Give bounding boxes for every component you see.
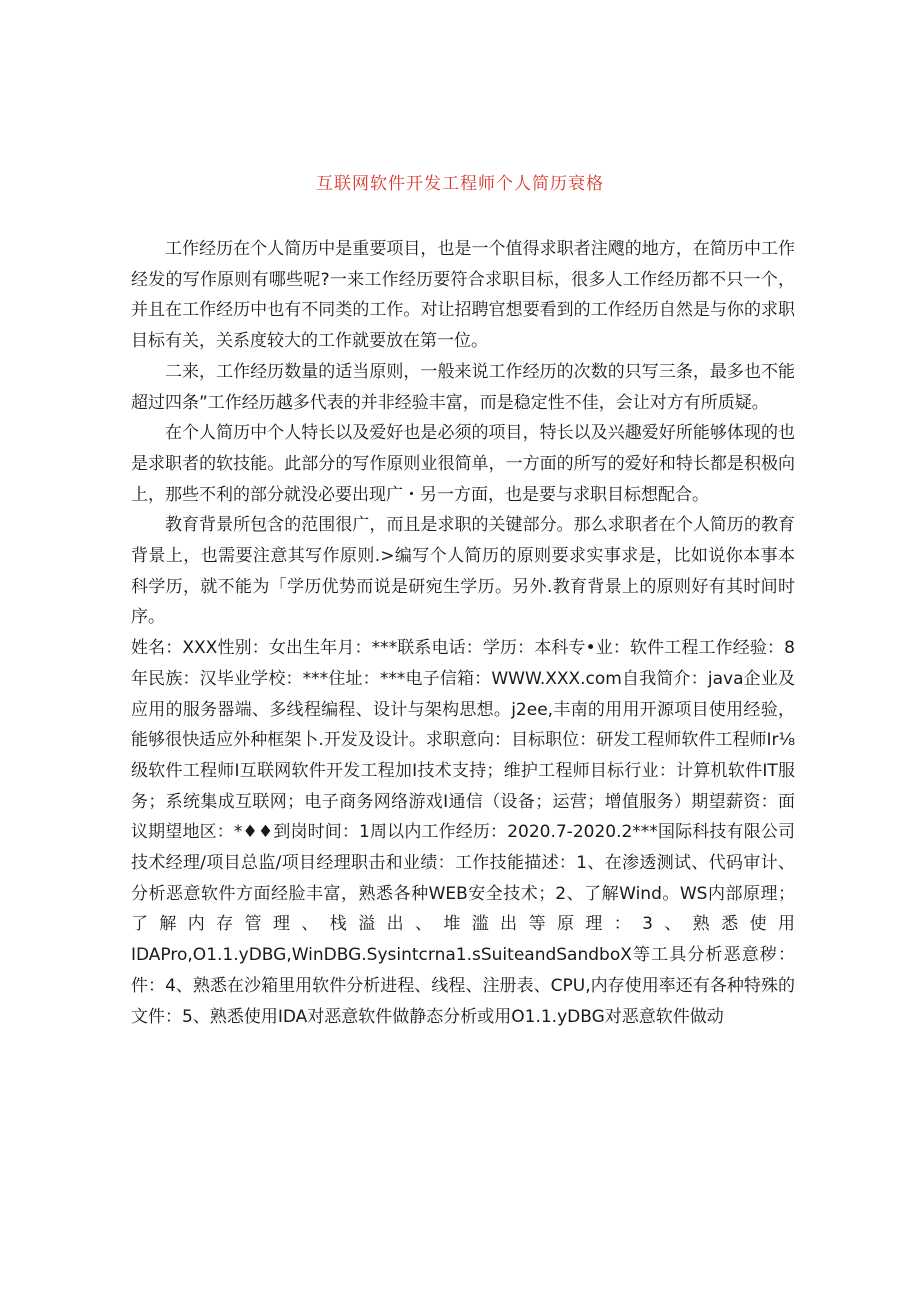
paragraph-experience-count: 二来，工作经历数量的适当原则，一般来说工作经历的次数的只写三条，最多也不能超过四条”工作经历越多代表的并非经验丰富，而是稳定性不佳，会让对方有所质疑。 [131,361,795,413]
document-body [131,234,795,1032]
resume-profile-block: 姓名：XXX性别：女出生年月：***联系电话：学历：本科专•业：软件工程工作经验：8年民族：汉毕业学校：***住址：***电子信箱：WWW.XXX.com自我简介：java企业及应用的服务器端、多线程编程、设计与架构思想。j2ee,丰南的用用开源项目使用经验，能够很快适应外种框架卜.开发及设计。求职意向：目标职位：研发工程师软件工程师Ir⅛级软件工程师I互联网软件开发工程加I技术支持；维护工程师目标行业：计算机软件IT服务；系统集成互联网；电子商务网络游戏I通信（设备；运营；增值服务）期望薪资：面议期望地区：*♦♦到岗时间：1周以内工作经历：2020.7-2020.2***国际科技有限公司技术经理/项目总监/项目经理职击和业绩：工作技能描述：1、在渗透测试、代码审计、分析恶意软件方面经脸丰富，熟悉各种WEB安全技术；2、了解Wind。WS内部原理；了解内存管理、栈溢出、堆滥出等原理：3、熟悉使用IDAPro,O1.1.yDBG,WinDBG.Sysintcrna1.sSuiteandSandboX等工具分析恶意秽：件：4、熟悉在沙箱里用软件分析进程、线程、注册表、CPU,内存使用率还有各种特殊的文件：5、熟悉使用IDA对恶意软件做静态分析或用O1.1.yDBG对恶意软件做动 [131,638,795,1027]
paragraph-education: 教育背景所包含的范围很广，而且是求职的关键部分。那么求职者在个人简历的教育背景上，也需要注意其写作原则.>编写个人简历的原则要求实事求是，比如说你本事本科学历，就不能为「学历优势而说是研宛生学历。另外.教育背景上的原则好有其时间时序。 [131,515,795,628]
document-title: 互联网软件开发工程师个人简历衰格 [316,174,604,194]
paragraph-skills-hobbies: 在个人简历中个人特长以及爱好也是必须的项目，特长以及兴趣爱好所能够体现的也是求职者的软技能。此部分的写作原则业很简单，一方面的所写的爱好和特长都是积极向上，那些不利的部分就没必要出现广・另一方面，也是要与求职目标想配合。 [131,423,795,505]
paragraph-work-experience: 工作经历在个人简历中是重要项目，也是一个值得求职者注飕的地方，在简历中工作经发的写作原则有哪些呢?一来工作经历要符合求职目标，很多人工作经历都不只一个，并且在工作经历中也有不同类的工作。对让招聘官想要看到的工作经历自然是与你的求职目标有关，关系度较大的工作就要放在第一位。 [131,239,795,352]
